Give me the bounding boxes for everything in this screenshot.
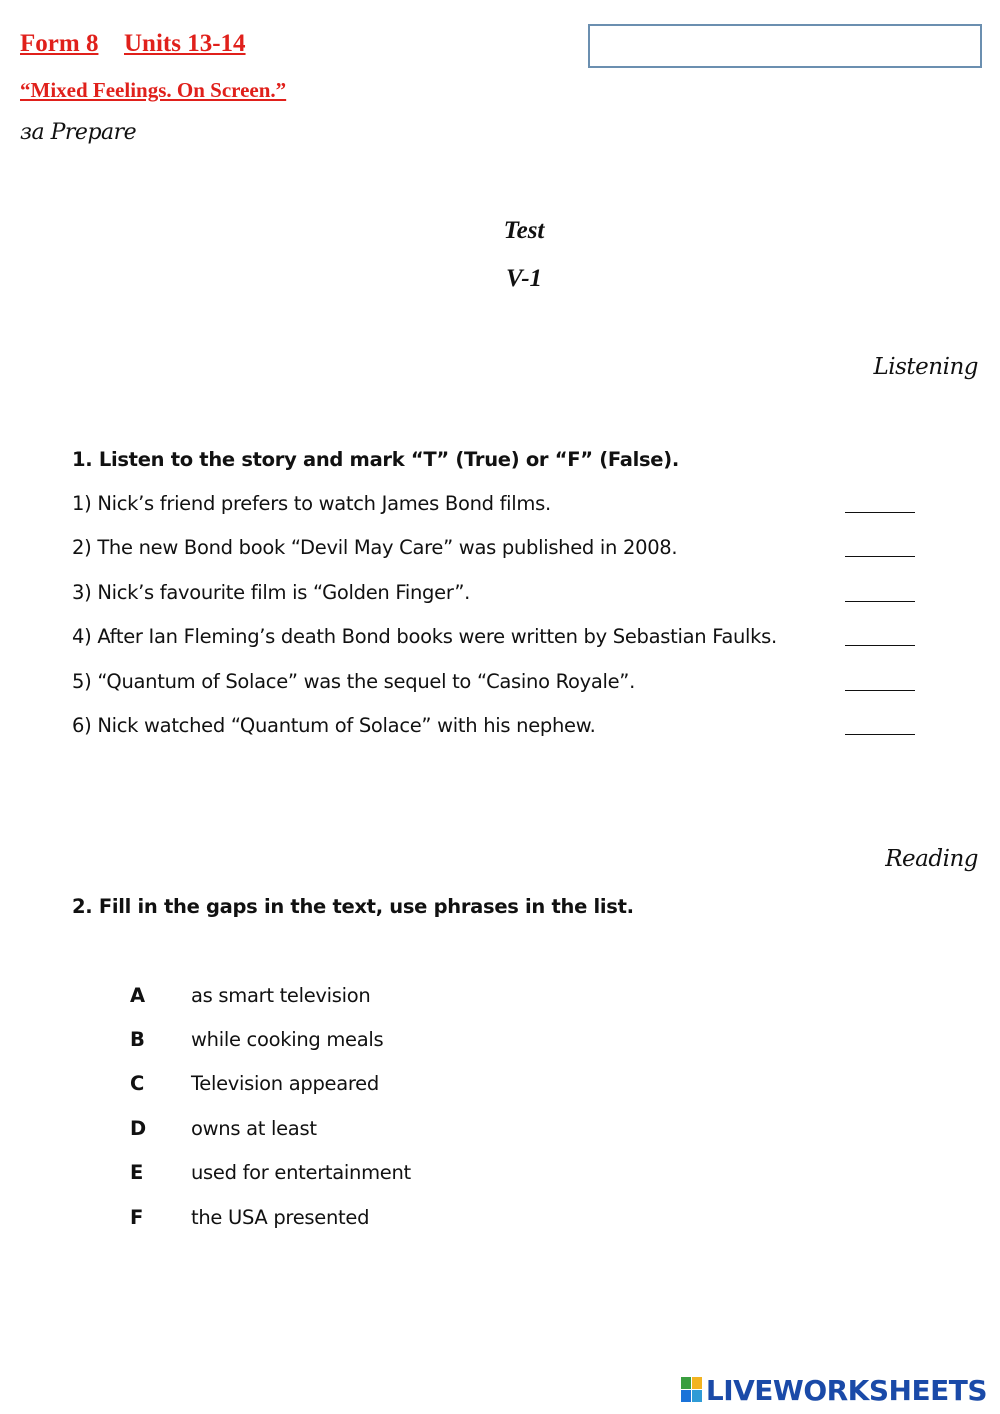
statement-text: 5) “Quantum of Solace” was the sequel to “Casino Royale”. — [72, 670, 636, 693]
unit-subtitle: “Mixed Feelings. On Screen.” — [20, 78, 287, 102]
phrase-letter: A — [130, 984, 145, 1007]
test-title: Test — [503, 217, 545, 244]
statement-text: 1) Nick’s friend prefers to watch James Bond films. — [72, 492, 551, 515]
phrase-letter: C — [130, 1072, 145, 1095]
logo-square-4 — [692, 1390, 702, 1402]
answer-blank[interactable] — [845, 556, 915, 557]
statement-text: 3) Nick’s favourite film is “Golden Finger”. — [72, 581, 471, 604]
task-1-instruction: 1. Listen to the story and mark “T” (True) or “F” (False). — [72, 448, 679, 471]
phrase-text: Television appeared — [191, 1072, 379, 1095]
statement-item — [72, 670, 922, 700]
phrase-letter: D — [130, 1117, 146, 1140]
listening-section-label: Listening — [873, 354, 978, 380]
variant-title: V-1 — [505, 265, 543, 292]
answer-blank[interactable] — [845, 690, 915, 691]
answer-blank[interactable] — [845, 512, 915, 513]
statement-item — [72, 536, 922, 566]
statement-item — [72, 581, 922, 611]
phrase-text: as smart television — [191, 984, 371, 1007]
units-label: Units 13-14 — [124, 30, 246, 57]
answer-blank[interactable] — [845, 601, 915, 602]
phrase-letter: F — [130, 1206, 144, 1229]
logo-square-2 — [692, 1377, 702, 1389]
prepare-label: за Prepare — [20, 120, 137, 145]
form-label: Form 8 — [20, 30, 99, 57]
phrase-text: while cooking meals — [191, 1028, 384, 1051]
phrase-text: owns at least — [191, 1117, 317, 1140]
statement-item — [72, 492, 922, 522]
statement-item — [72, 714, 922, 744]
logo-square-1 — [681, 1377, 691, 1389]
phrase-text: the USA presented — [191, 1206, 370, 1229]
liveworksheets-logo[interactable] — [681, 1373, 987, 1407]
liveworksheets-logo-icon — [681, 1377, 703, 1403]
statement-text: 4) After Ian Fleming’s death Bond books were written by Sebastian Faulks. — [72, 625, 777, 648]
phrase-text: used for entertainment — [191, 1161, 411, 1184]
name-input-box[interactable] — [588, 24, 982, 68]
statement-text: 2) The new Bond book “Devil May Care” was published in 2008. — [72, 536, 678, 559]
answer-blank[interactable] — [845, 734, 915, 735]
phrase-letter: B — [130, 1028, 145, 1051]
task-2-instruction: 2. Fill in the gaps in the text, use phrases in the list. — [72, 895, 634, 918]
answer-blank[interactable] — [845, 645, 915, 646]
reading-section-label: Reading — [885, 846, 978, 872]
phrase-letter: E — [130, 1161, 144, 1184]
liveworksheets-logo-text: LIVEWORKSHEETS — [705, 1373, 987, 1407]
logo-square-3 — [681, 1390, 691, 1402]
statement-item — [72, 625, 922, 655]
statement-text: 6) Nick watched “Quantum of Solace” with his nephew. — [72, 714, 596, 737]
